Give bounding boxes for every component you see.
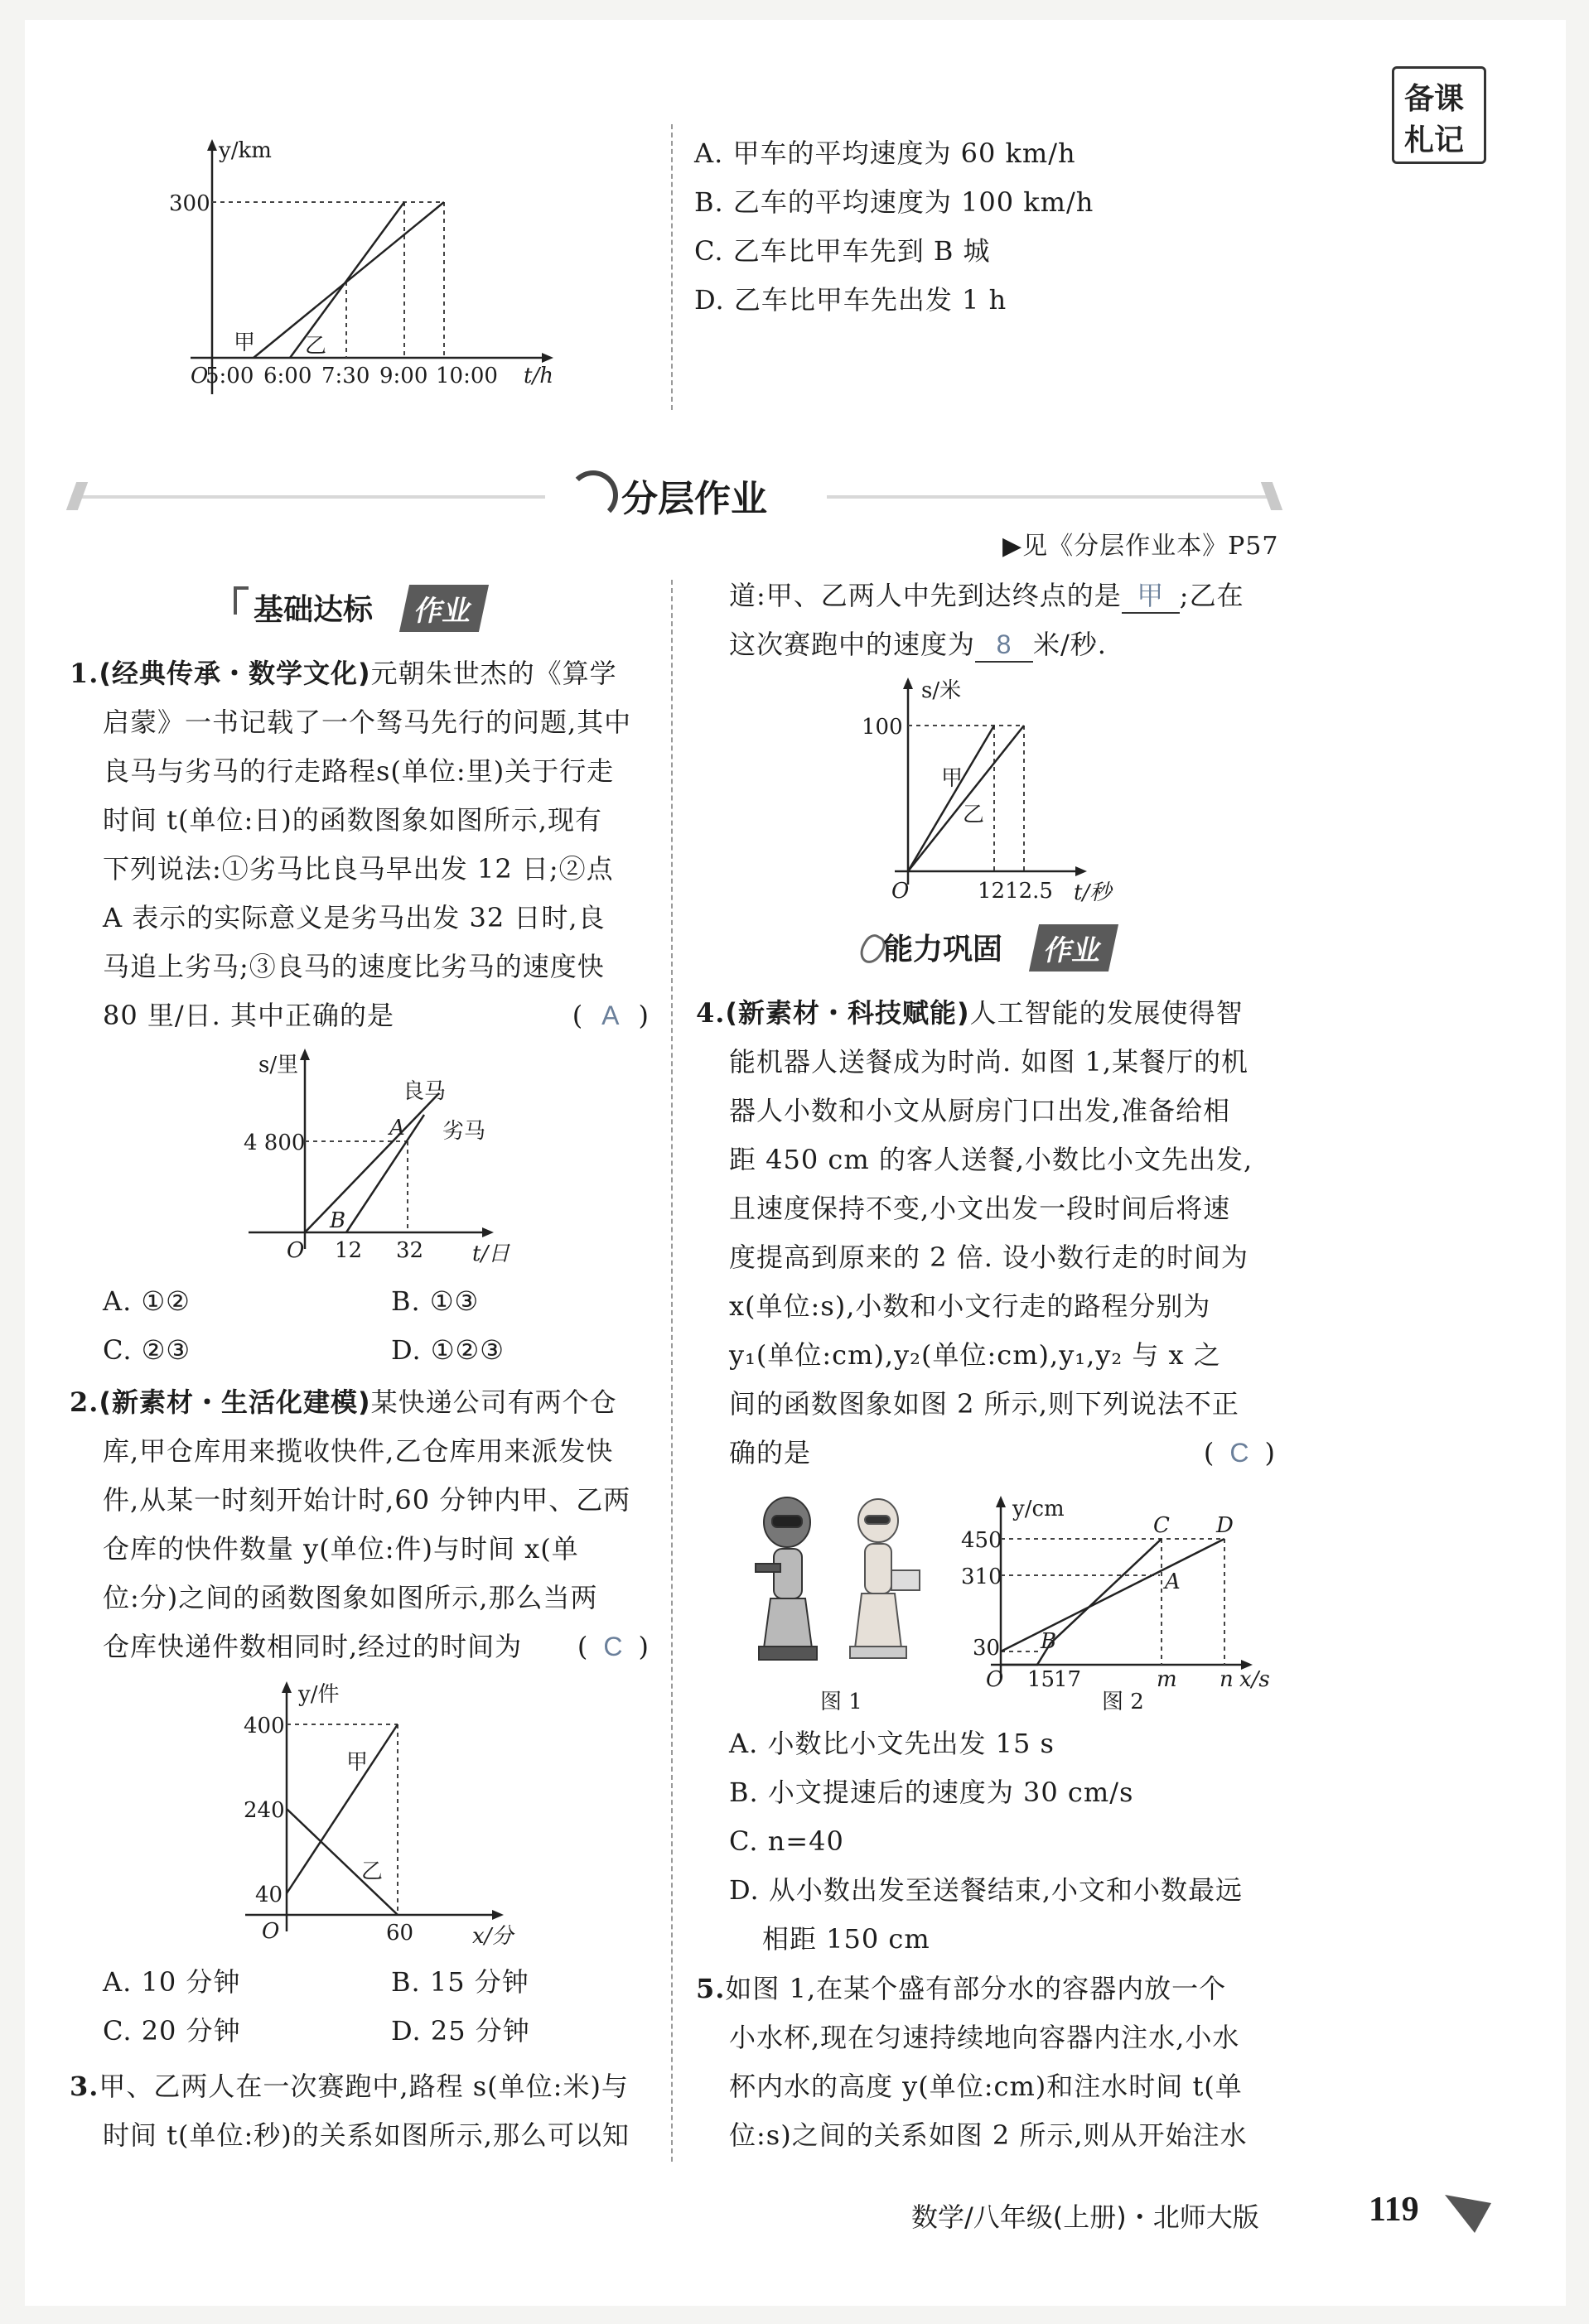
- q1-chart-ylabel: s/里: [258, 1053, 299, 1078]
- q3-chart: [862, 673, 1143, 904]
- q3-chart-xlabel: t/秒: [1074, 880, 1112, 904]
- q2-line-6: 仓库快递件数相同时,经过的时间为: [103, 1631, 523, 1662]
- q1-line-8: 80 里/日. 其中正确的是: [103, 1000, 395, 1031]
- top-chart-y-arrow: [207, 139, 217, 151]
- top-chart-x3: 7:30: [321, 364, 370, 388]
- q1-line-5: 下列说法:①劣马比良马早出发 12 日;②点: [103, 853, 614, 885]
- q4-chart-xlabel: x/s: [1239, 1667, 1270, 1692]
- top-chart-jia: 甲: [234, 330, 256, 355]
- q5-line-1: 如图 1,在某个盛有部分水的容器内放一个: [725, 1973, 1227, 2004]
- basic-badge: 作业: [399, 585, 489, 632]
- q2-option-a: A. 10 分钟: [103, 1966, 241, 1998]
- q2-line-1: 某快递公司有两个仓: [370, 1386, 617, 1418]
- q1-line-7: 马追上劣马;③良马的速度比劣马的速度快: [103, 951, 605, 982]
- top-chart-x2: 6:00: [263, 364, 312, 388]
- q2-chart-xlabel: x/分: [472, 1924, 514, 1949]
- q2-line-5: 位:分)之间的函数图象如图所示,那么当两: [103, 1582, 598, 1613]
- q2: 2.(新素材・生活化建模)某快递公司有两个仓 库,甲仓库用来揽收快件,乙仓库用来派发快 件,从某一时刻开始计时,60 分钟内甲、乙两 仓库的快件数量 y(单位:件)与时间 x(单 位:分)之间的函数图象如图所示,那么当两 仓库快递件数相同时,经过的时间为 ( C ): [70, 1386, 650, 1662]
- q4-chart-x15: 15: [1027, 1667, 1055, 1692]
- footer-page-number: 119: [1369, 2191, 1419, 2229]
- q2-line-3: 件,从某一时刻开始计时,60 分钟内甲、乙两: [103, 1484, 631, 1516]
- q2-option-b: B. 15 分钟: [391, 1966, 529, 1998]
- q3-chart-line-jia: [908, 726, 994, 871]
- q2-chart-x60: 60: [386, 1921, 414, 1946]
- q5-num: 5.: [696, 1973, 726, 2004]
- q4-option-a: A. 小数比小文先出发 15 s: [729, 1728, 1055, 1759]
- q3-cont1-pre: 道:甲、乙两人中先到达终点的是: [729, 580, 1122, 611]
- q3-cont2-pre: 这次赛跑中的速度为: [729, 629, 976, 660]
- q3-chart-y100: 100: [862, 715, 903, 740]
- q3-continued: [729, 571, 1276, 669]
- top-option-a: A. 甲车的平均速度为 60 km/h: [694, 137, 1076, 169]
- q2-chart-yi: 乙: [361, 1859, 384, 1884]
- q4-chart-B: B: [1041, 1629, 1057, 1654]
- q4: 4.(新素材・科技赋能)人工智能的发展使得智 能机器人送餐成为时尚. 如图 1,某餐厅的机 器人小数和小文从厨房门口出发,准备给相 距 450 cm 的客人送餐,小数比小文先出发, 且速度保持不变,小文出发一段时间后将速 度提高到原来的 2 倍. 设小数行走的时间为 x(单位:s),小数和小文行走的路程分别为 y₁(单位:cm),y₂(单位:cm),y₁,y₂ 与 x 之 间的函数图象如图 2 所示,则下列说法不正 确的是 ( C ): [696, 997, 1276, 1468]
- q4-line-2: 能机器人送餐成为时尚. 如图 1,某餐厅的机: [729, 1046, 1249, 1078]
- q4-chart-A: A: [1165, 1569, 1181, 1594]
- q2-line-4: 仓库的快件数量 y(单位:件)与时间 x(单: [103, 1533, 579, 1565]
- q4-chart-x17: 17: [1054, 1667, 1082, 1692]
- q2-chart-y240: 240: [244, 1798, 285, 1823]
- q4-option-d: D. 从小数出发至送餐结束,小文和小数最远: [729, 1874, 1244, 1906]
- ability-title: 能力巩固: [883, 933, 1003, 967]
- q4-option-b: B. 小文提速后的速度为 30 cm/s: [729, 1777, 1134, 1808]
- q1-chart-good: 良马: [403, 1079, 447, 1104]
- q1-line-4: 时间 t(单位:日)的函数图象如图所示,现有: [103, 804, 602, 836]
- top-chart-x1: 5:00: [205, 364, 254, 388]
- q3-cont2-post: 米/秒.: [1033, 629, 1107, 660]
- q1-chart-xlabel: t/日: [472, 1242, 510, 1266]
- basic-arrow-icon: [234, 586, 249, 615]
- robot-1: [756, 1497, 817, 1660]
- q4-chart-y450: 450: [961, 1528, 1002, 1553]
- q3-chart-origin: O: [891, 879, 910, 904]
- q2-chart-y400: 400: [244, 1714, 285, 1738]
- top-chart-xlabel: t/h: [524, 364, 553, 388]
- q1-option-b: B. ①③: [391, 1285, 480, 1317]
- q4-chart-ylabel: y/cm: [1012, 1497, 1065, 1521]
- q4-line-7: x(单位:s),小数和小文行走的路程分别为: [729, 1290, 1211, 1322]
- q4-options: [729, 1719, 1276, 1964]
- q2-option-c: C. 20 分钟: [103, 2015, 241, 2047]
- top-chart-yi: 乙: [305, 334, 327, 359]
- q2-chart-y40: 40: [255, 1883, 283, 1907]
- top-option-b: B. 乙车的平均速度为 100 km/h: [694, 186, 1094, 218]
- q2-option-d: D. 25 分钟: [391, 2015, 530, 2047]
- q1-chart-B: B: [330, 1208, 346, 1233]
- q4-chart-origin: O: [986, 1667, 1004, 1692]
- top-divider: [671, 124, 673, 410]
- q1-option-c: C. ②③: [103, 1334, 191, 1366]
- q4-line-3: 器人小数和小文从厨房门口出发,准备给相: [729, 1095, 1231, 1126]
- q4-robots-image: [729, 1491, 944, 1698]
- q2-answer: C: [603, 1632, 624, 1661]
- q4-chart-xm: m: [1157, 1667, 1177, 1692]
- q4-line-10: 确的是: [729, 1437, 812, 1468]
- q4-answer: C: [1229, 1438, 1250, 1468]
- section-ref: ▶见《分层作业本》P57: [1002, 532, 1279, 561]
- q1-chart-x32: 32: [396, 1238, 424, 1263]
- q4-chart-y30: 30: [973, 1636, 1001, 1661]
- robot-2: [850, 1499, 920, 1658]
- ability-badge: 作业: [1029, 924, 1118, 972]
- section-swirl-icon: [568, 470, 618, 520]
- top-chart-x-arrow: [542, 353, 553, 363]
- q4-fig2-label: 图 2: [1102, 1690, 1144, 1714]
- q2-chart-ylabel: y/件: [298, 1682, 340, 1707]
- q3-answer-2: 8: [975, 628, 1033, 663]
- column-divider: [671, 580, 673, 2162]
- q4-option-d-cont: 相距 150 cm: [762, 1923, 930, 1955]
- q1-chart-A: A: [389, 1116, 405, 1140]
- top-chart-x4: 9:00: [379, 364, 428, 388]
- q2-num: 2.: [70, 1386, 99, 1418]
- section-title: 分层作业: [621, 478, 767, 520]
- q3-line-2: 时间 t(单位:秒)的关系如图所示,那么可以知: [103, 2119, 630, 2151]
- top-chart-origin: O: [191, 364, 209, 388]
- q3-answer-1: 甲: [1122, 579, 1180, 614]
- q1-line-3: 良马与劣马的行走路程s(单位:里)关于行走: [103, 755, 615, 787]
- q5-line-2: 小水杯,现在匀速持续地向容器内注水,小水: [729, 2022, 1240, 2053]
- notes-label-bottom: 札记: [1404, 123, 1465, 157]
- q2-line-2: 库,甲仓库用来揽收快件,乙仓库用来派发快: [103, 1435, 614, 1467]
- q1-chart: [232, 1044, 514, 1267]
- top-chart: [166, 133, 563, 414]
- q1-chart-line-bad: [305, 1093, 439, 1232]
- top-chart-x5: 10:00: [436, 364, 498, 388]
- q1-num: 1.: [70, 658, 99, 689]
- q4-line-6: 度提高到原来的 2 倍. 设小数行走的时间为: [729, 1242, 1249, 1273]
- top-options: [694, 129, 1094, 325]
- q3-chart-xticks: 1212.5: [978, 879, 1053, 904]
- top-chart-y300: 300: [169, 191, 210, 216]
- q1-options: [103, 1277, 650, 1375]
- q4-num: 4.: [696, 997, 726, 1029]
- notes-box: [1392, 66, 1486, 164]
- q4-line-8: y₁(单位:cm),y₂(单位:cm),y₁,y₂ 与 x 之: [729, 1339, 1221, 1371]
- top-option-d: D. 乙车比甲车先出发 1 h: [694, 284, 1007, 316]
- q2-tag: (新素材・生活化建模): [99, 1386, 371, 1418]
- q3: [70, 2062, 650, 2160]
- q2-options: [103, 1958, 650, 2056]
- q1-line-2: 启蒙》一书记载了一个驽马先行的问题,其中: [103, 706, 632, 738]
- basic-title: 基础达标: [254, 593, 374, 627]
- q5-line-3: 杯内水的高度 y(单位:cm)和注水时间 t(单: [729, 2071, 1243, 2102]
- q4-chart-D: D: [1216, 1513, 1234, 1538]
- q1-chart-line-good: [346, 1115, 424, 1232]
- q4-fig1-label: 图 1: [820, 1690, 862, 1714]
- q4-option-c: C. n=40: [729, 1825, 844, 1857]
- q3-chart-line-yi: [908, 726, 1024, 871]
- q1-option-d: D. ①②③: [391, 1334, 505, 1366]
- q1-chart-y4800: 4 800: [244, 1131, 306, 1155]
- footer-arrow-icon: [1442, 2187, 1500, 2236]
- q5-line-4: 位:s)之间的关系如图 2 所示,则从开始注水: [729, 2119, 1248, 2151]
- q1-tag: (经典传承・数学文化): [99, 658, 371, 689]
- notes-label-top: 备课: [1404, 82, 1465, 116]
- q1-line-1: 元朝朱世杰的《算学: [370, 658, 617, 689]
- q1-chart-origin: O: [287, 1238, 305, 1263]
- q2-chart: [232, 1676, 530, 1950]
- q4-tag: (新素材・科技赋能): [725, 997, 970, 1029]
- q4-chart-line-xiaoshu: [1001, 1539, 1224, 1651]
- q2-chart-jia: 甲: [346, 1750, 369, 1775]
- top-option-c: C. 乙车比甲车先到 B 城: [694, 235, 991, 267]
- q1-option-a: A. ①②: [103, 1285, 191, 1317]
- q5: [696, 1965, 1276, 2160]
- q3-num: 3.: [70, 2071, 99, 2102]
- q4-line-9: 间的函数图象如图 2 所示,则下列说法不正: [729, 1388, 1239, 1420]
- q1-line-6: A 表示的实际意义是劣马出发 32 日时,良: [103, 902, 606, 933]
- q1-chart-x12: 12: [335, 1238, 363, 1263]
- q3-chart-yi: 乙: [963, 803, 985, 827]
- q3-chart-jia: 甲: [941, 766, 964, 791]
- q3-cont1-post: ;乙在: [1179, 580, 1244, 611]
- q4-line-5: 且速度保持不变,小文出发一段时间后将速: [729, 1193, 1231, 1224]
- q4-chart: [961, 1491, 1276, 1706]
- top-chart-line-jia: [254, 202, 444, 358]
- q1-chart-bad: 劣马: [442, 1119, 486, 1144]
- q3-chart-ylabel: s/米: [921, 678, 962, 703]
- q1: 1.(经典传承・数学文化)元朝朱世杰的《算学 启蒙》一书记载了一个驽马先行的问题,其中 良马与劣马的行走路程s(单位:里)关于行走 时间 t(单位:日)的函数图象如图所示,现有 下列说法:①劣马比良马早出发 12 日;②点 A 表示的实际意义是劣马出发 32 日时,良 马追上劣马;③良马的速度比劣马的速度快 80 里/日. 其中正确的是 ( A ): [70, 658, 650, 1031]
- q2-chart-origin: O: [262, 1919, 280, 1944]
- q4-chart-y310: 310: [961, 1565, 1002, 1589]
- q4-line-4: 距 450 cm 的客人送餐,小数比小文先出发,: [729, 1144, 1253, 1175]
- q4-chart-line-xiaowen: [1001, 1539, 1162, 1665]
- q4-line-1: 人工智能的发展使得智: [969, 997, 1244, 1029]
- q3-line-1: 甲、乙两人在一次赛跑中,路程 s(单位:米)与: [99, 2071, 629, 2102]
- top-chart-ylabel: y/km: [219, 138, 272, 163]
- q4-chart-xn: n: [1220, 1667, 1234, 1692]
- q4-chart-C: C: [1153, 1513, 1170, 1538]
- q1-answer: A: [601, 1000, 621, 1030]
- footer-book: 数学/八年级(上册)・北师大版: [911, 2201, 1259, 2233]
